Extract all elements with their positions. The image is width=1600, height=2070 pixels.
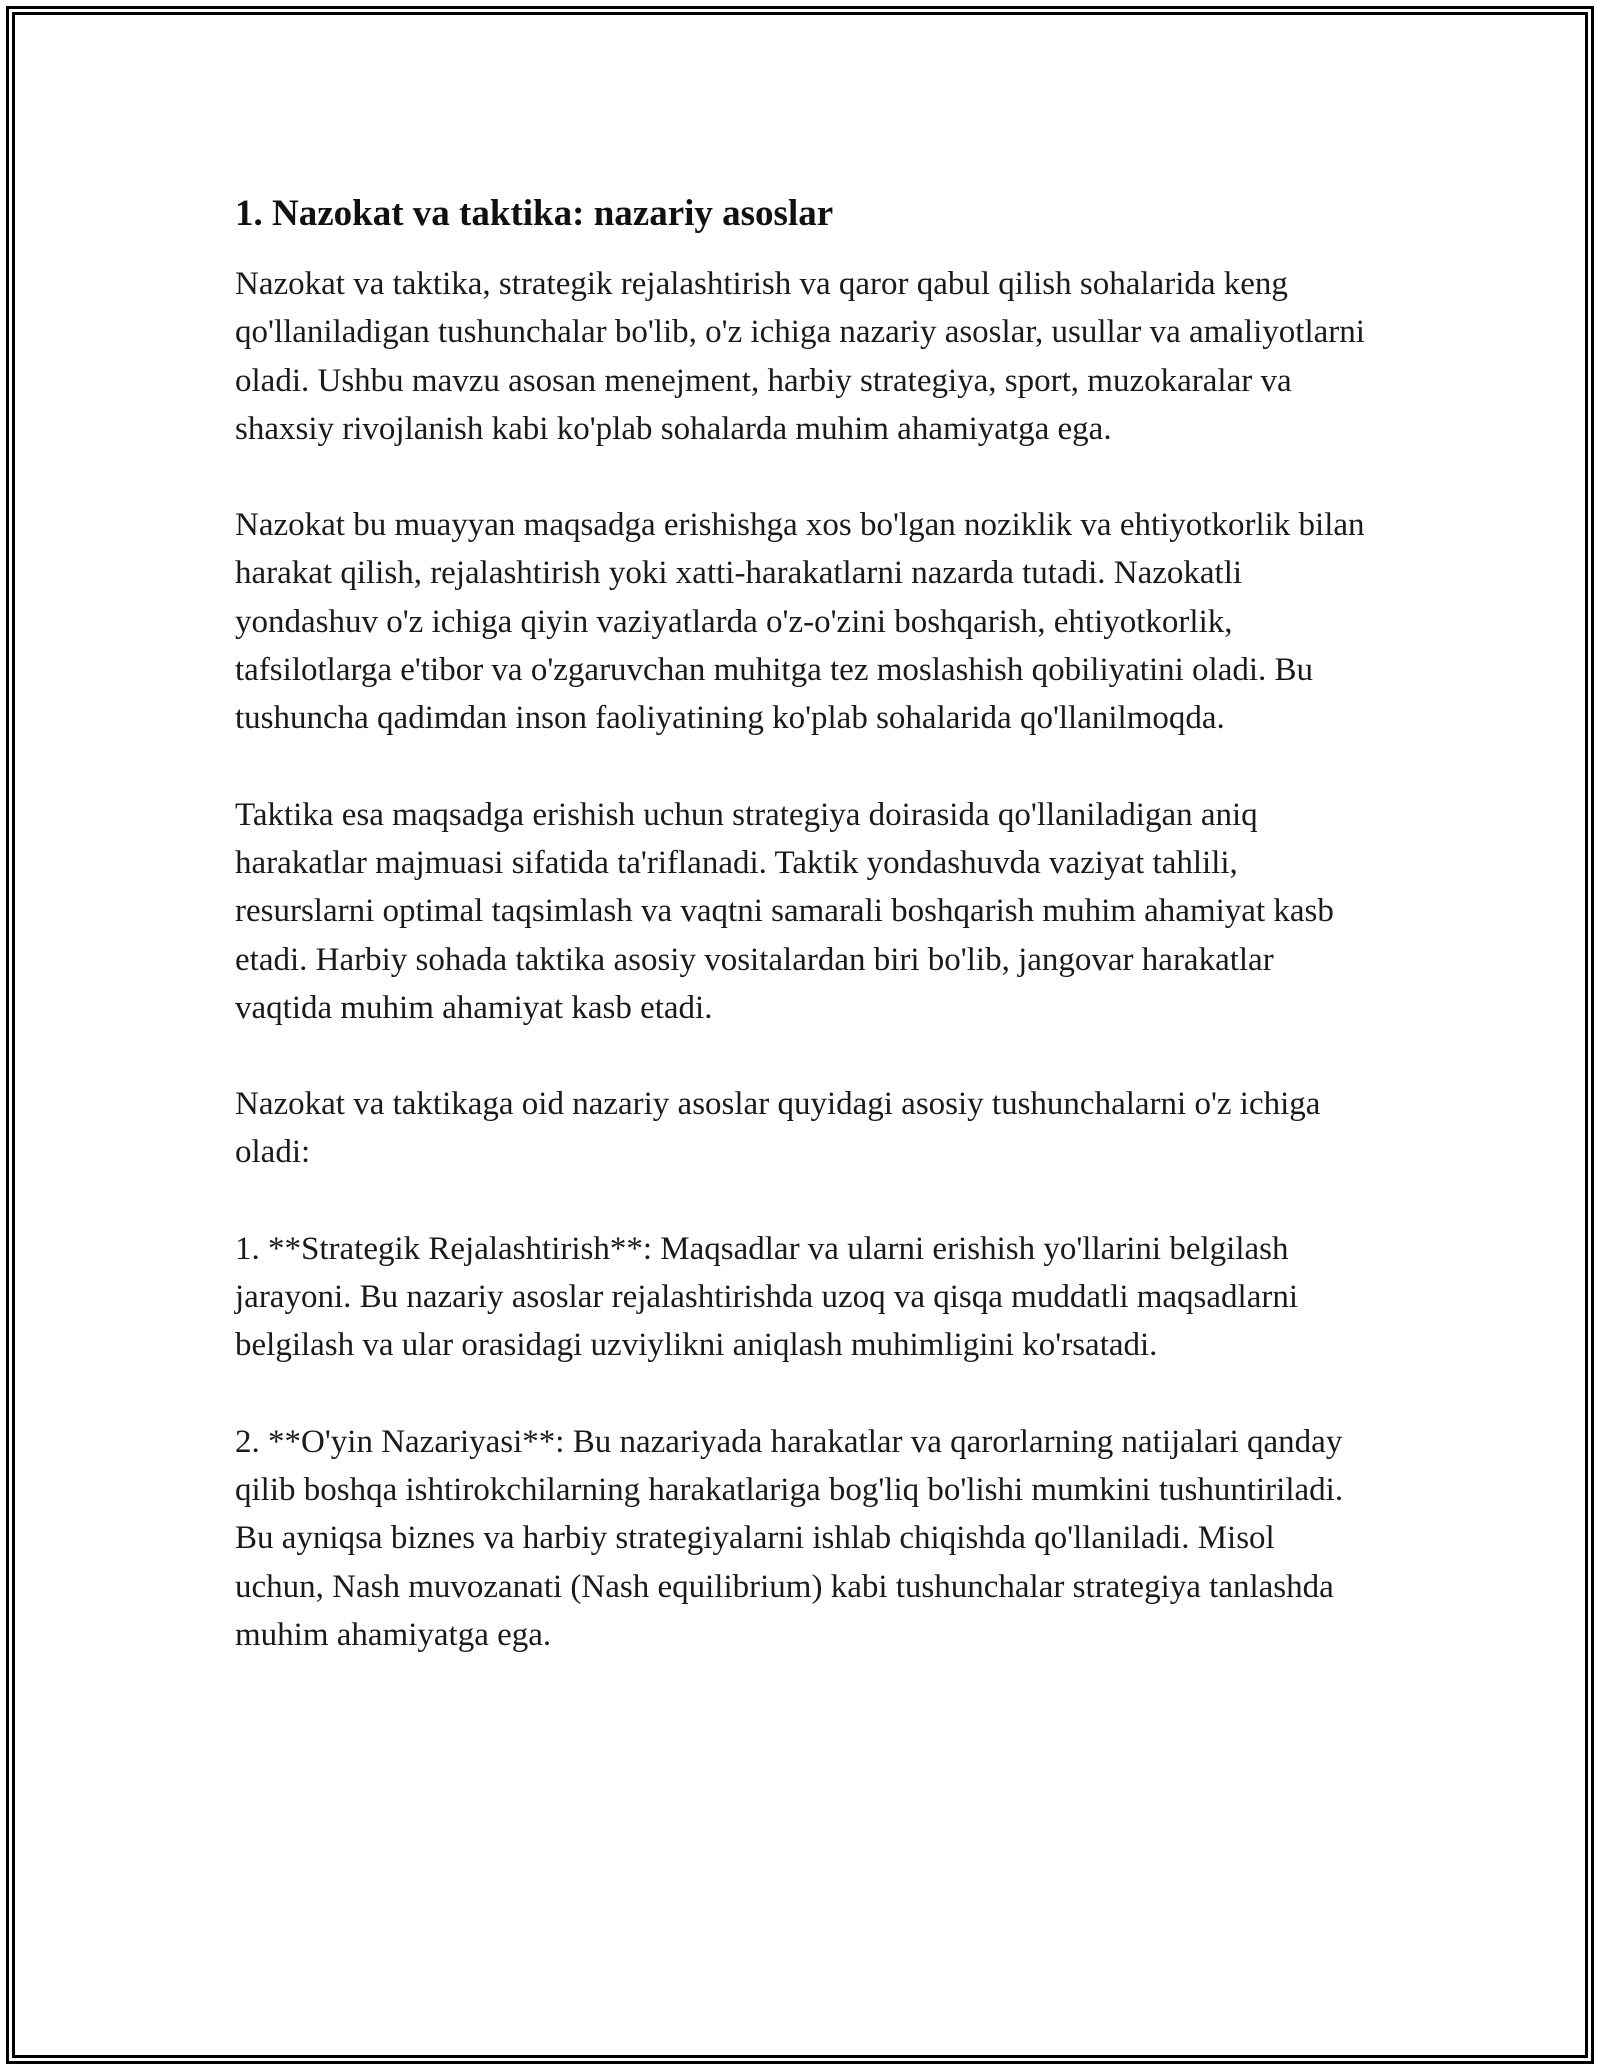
paragraph-list-intro: Nazokat va taktikaga oid nazariy asoslar quyidagi asosiy tushunchalarni o'z ichiga oladi: bbox=[235, 1086, 1321, 1171]
paragraph-intro: Nazokat va taktika, strategik rejalashtirish va qaror qabul qilish sohalarida keng qo'llaniladigan tushunchalar bo'lib, o'z ichiga nazariy asoslar, usullar va amaliyotlarni oladi. Ushbu mavzu asosan menejment, harbiy strategiya, sport, muzokaralar va shaxsiy rivojlanish kabi ko'plab sohalarda muhim ahamiyatga ega. bbox=[235, 266, 1365, 447]
list-item-strategic-planning: 1. **Strategik Rejalashtirish**: Maqsadlar va ularni erishish yo'llarini belgilash jarayoni. Bu nazariy asoslar rejalashtirishda uzoq va qisqa muddatli maqsadlarni belgilash va ular orasidagi uzviylikni aniqlash muhimligini ko'rsatadi. bbox=[235, 1230, 1299, 1364]
paragraph-taktika: Taktika esa maqsadga erishish uchun strategiya doirasida qo'llaniladigan aniq harakatlar majmuasi sifatida ta'riflanadi. Taktik yondashuvda vaziyat tahlili, resurslarni optimal taqsimlash va vaqtni samarali boshqarish muhim ahamiyat kasb etadi. Harbiy sohada taktika asosiy vositalardan biri bo'lib, jangovar harakatlar vaqtida muhim ahamiyat kasb etadi. bbox=[235, 796, 1334, 1026]
list-item-game-theory: 2. **O'yin Nazariyasi**: Bu nazariyada harakatlar va qarorlarning natijalari qanday qilib boshqa ishtirokchilarning harakatlariga bog'liq bo'lishi mumkini tushuntiriladi. Bu ayniqsa biznes va harbiy strategiyalarni ishlab chiqishda qo'llaniladi. Misol uchun, Nash muvozanati (Nash equilibrium) kabi tushunchalar strategiya tanlashda muhim ahamiyatga ega. bbox=[235, 1423, 1344, 1653]
section-heading: 1. Nazokat va taktika: nazariy asoslar bbox=[235, 193, 834, 234]
document-body bbox=[235, 188, 1365, 1707]
paragraph-nazokat: Nazokat bu muayyan maqsadga erishishga xos bo'lgan noziklik va ehtiyotkorlik bilan harakat qilish, rejalashtirish yoki xatti-harakatlarni nazarda tutadi. Nazokatli yondashuv o'z ichiga qiyin vaziyatlarda o'z-o'zini boshqarish, ehtiyotkorlik, tafsilotlarga e'tibor va o'zgaruvchan muhitga tez moslashish qobiliyatini oladi. Bu tushuncha qadimdan inson faoliyatining ko'plab sohalarida qo'llanilmoqda. bbox=[235, 507, 1365, 737]
